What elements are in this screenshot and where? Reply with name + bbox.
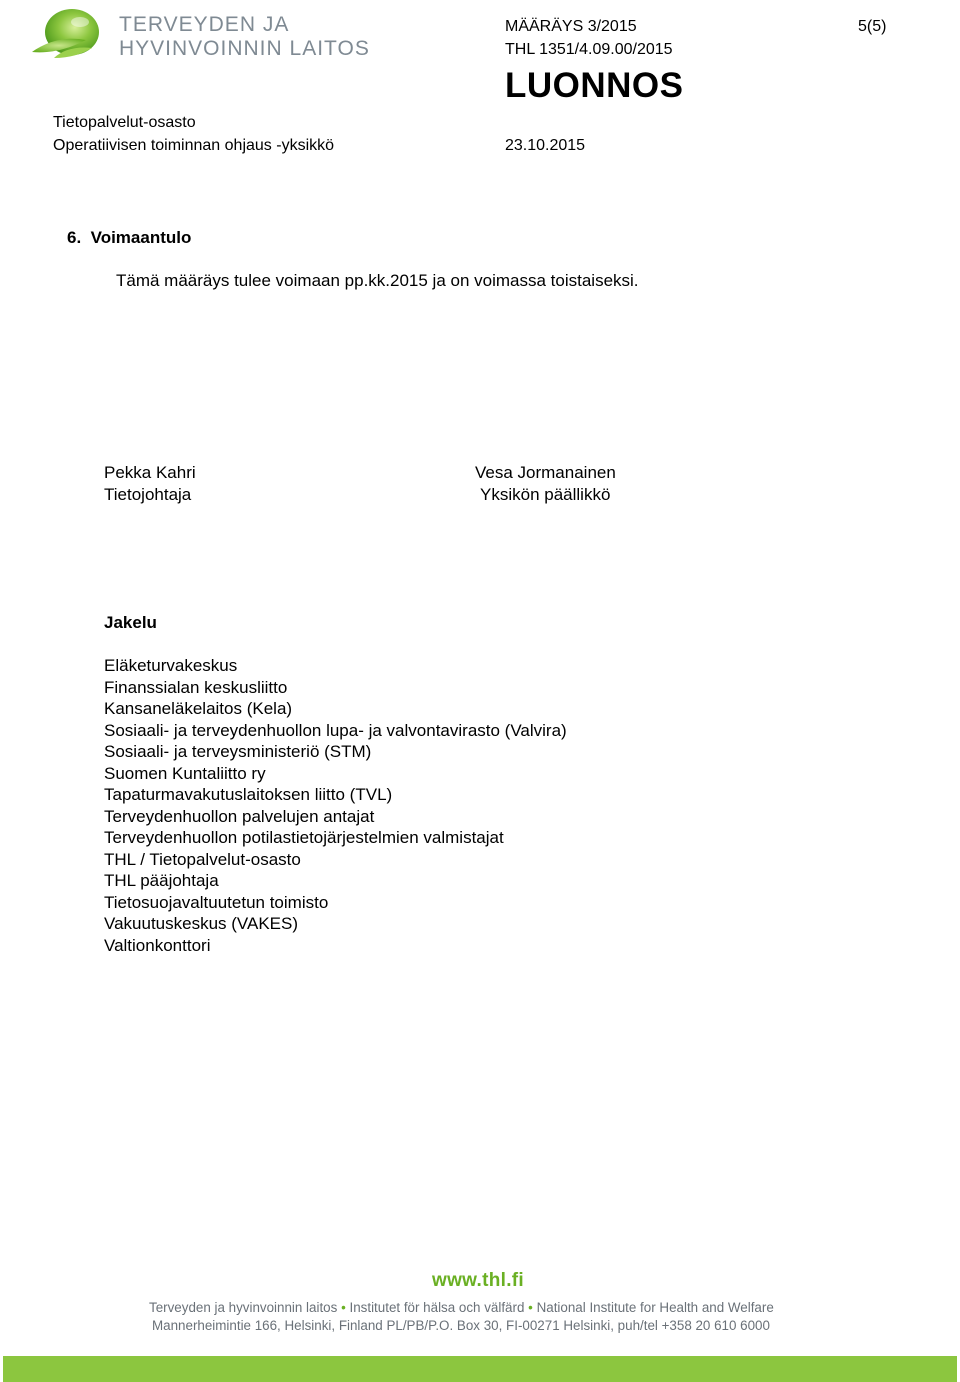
footer-name-sv: Institutet för hälsa och välfärd	[349, 1300, 525, 1315]
list-item: Kansaneläkelaitos (Kela)	[104, 699, 293, 718]
list-item: Valtionkonttori	[104, 935, 211, 955]
page-number: 5(5)	[858, 18, 887, 35]
draft-label: LUONNOS	[505, 66, 684, 105]
list-item: Terveydenhuollon potilastietojärjestelmien valmistajat	[104, 828, 504, 847]
footer-address: Mannerheimintie 166, Helsinki, Finland PL/PB/P.O. Box 30, FI-00271 Helsinki, puh/tel +358 20 610 6000	[152, 1318, 770, 1333]
list-item: THL pääjohtaja	[104, 871, 219, 890]
logo-text-line1: TERVEYDEN JA	[119, 13, 290, 36]
list-item: THL / Tietopalvelut-osasto	[104, 849, 301, 869]
thl-leaf-logo-icon	[28, 6, 108, 62]
signatory-left-name: Pekka Kahri	[104, 463, 196, 482]
signatory-right-title: Yksikön päällikkö	[480, 485, 611, 504]
footer-institution-names	[149, 1300, 774, 1315]
list-item: Sosiaali- ja terveysministeriö (STM)	[104, 742, 372, 761]
section-heading: 6. Voimaantulo	[67, 228, 192, 247]
footer-green-bar	[3, 1356, 957, 1382]
decree-number: MÄÄRÄYS 3/2015	[505, 18, 637, 35]
logo-text-line2: HYVINVOINNIN LAITOS	[119, 37, 370, 60]
reference-number: THL 1351/4.09.00/2015	[505, 41, 673, 58]
list-item: Suomen Kuntaliitto ry	[104, 763, 266, 783]
footer-name-fi: Terveyden ja hyvinvoinnin laitos	[149, 1300, 338, 1315]
unit-name: Operatiivisen toiminnan ohjaus -yksikkö	[53, 137, 335, 154]
distribution-list	[104, 655, 567, 956]
footer-website-link[interactable]: www.thl.fi	[432, 1270, 525, 1291]
list-item: Tapaturmavakutuslaitoksen liitto (TVL)	[104, 785, 393, 804]
department-name: Tietopalvelut-osasto	[53, 114, 196, 131]
distribution-heading: Jakelu	[104, 613, 157, 632]
footer-name-en: National Institute for Health and Welfare	[536, 1300, 774, 1315]
footer-separator-icon: •	[341, 1300, 346, 1315]
list-item: Finanssialan keskusliitto	[104, 677, 288, 697]
section-body: Tämä määräys tulee voimaan pp.kk.2015 ja on voimassa toistaiseksi.	[116, 271, 639, 290]
signatory-right-name: Vesa Jormanainen	[475, 463, 616, 482]
list-item: Vakuutuskeskus (VAKES)	[104, 914, 299, 933]
list-item: Eläketurvakeskus	[104, 656, 238, 675]
list-item: Tietosuojavaltuutetun toimisto	[104, 892, 329, 912]
footer-separator-icon: •	[528, 1300, 533, 1315]
signatory-left-title: Tietojohtaja	[104, 485, 192, 504]
list-item: Sosiaali- ja terveydenhuollon lupa- ja valvontavirasto (Valvira)	[104, 720, 567, 740]
list-item: Terveydenhuollon palvelujen antajat	[104, 806, 375, 826]
document-date: 23.10.2015	[505, 137, 586, 154]
